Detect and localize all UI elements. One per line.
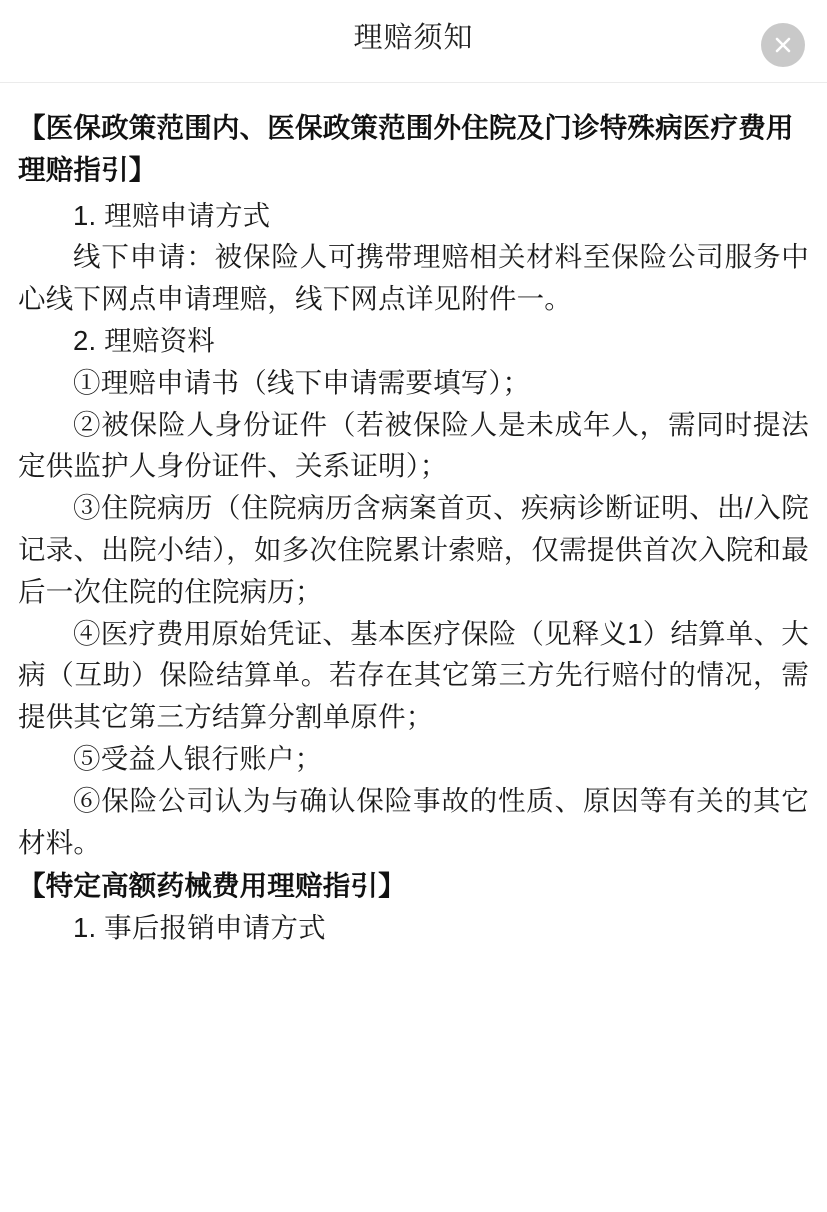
notice-paragraph: 线下申请：被保险人可携带理赔相关材料至保险公司服务中心线下网点申请理赔，线下网点详见附件一。 — [18, 241, 809, 315]
page-title: 理赔须知 — [353, 21, 474, 54]
notice-heading-2: 【特定高额药械费用理赔指引】 — [18, 870, 406, 902]
notice-content — [0, 83, 827, 949]
close-button[interactable] — [761, 23, 805, 67]
notice-paragraph: ③住院病历（住院病历含病案首页、疾病诊断证明、出/入院记录、出院小结），如多次住院累计索赔，仅需提供首次入院和最后一次住院的住院病历； — [18, 492, 809, 607]
notice-paragraph: ②被保险人身份证件（若被保险人是未成年人，需同时提法定供监护人身份证件、关系证明）； — [18, 408, 809, 482]
notice-paragraph: ①理赔申请书（线下申请需要填写）； — [73, 366, 531, 398]
close-icon — [772, 34, 794, 56]
notice-paragraph: ④医疗费用原始凭证、基本医疗保险（见释义1）结算单、大病（互助）保险结算单。若存在其它第三方先行赔付的情况，需提供其它第三方结算分割单原件； — [18, 617, 809, 733]
notice-paragraph: ⑤受益人银行账户； — [73, 742, 323, 774]
titlebar — [0, 0, 827, 83]
notice-paragraph: 2. 理赔资料 — [73, 324, 215, 356]
notice-paragraph: 1. 事后报销申请方式 — [73, 912, 326, 944]
notice-paragraph: ⑥保险公司认为与确认保险事故的性质、原因等有关的其它材料。 — [18, 784, 809, 858]
notice-paragraph: 1. 理赔申请方式 — [73, 199, 271, 231]
notice-heading-1: 【医保政策范围内、医保政策范围外住院及门诊特殊病医疗费用理赔指引】 — [18, 112, 794, 185]
